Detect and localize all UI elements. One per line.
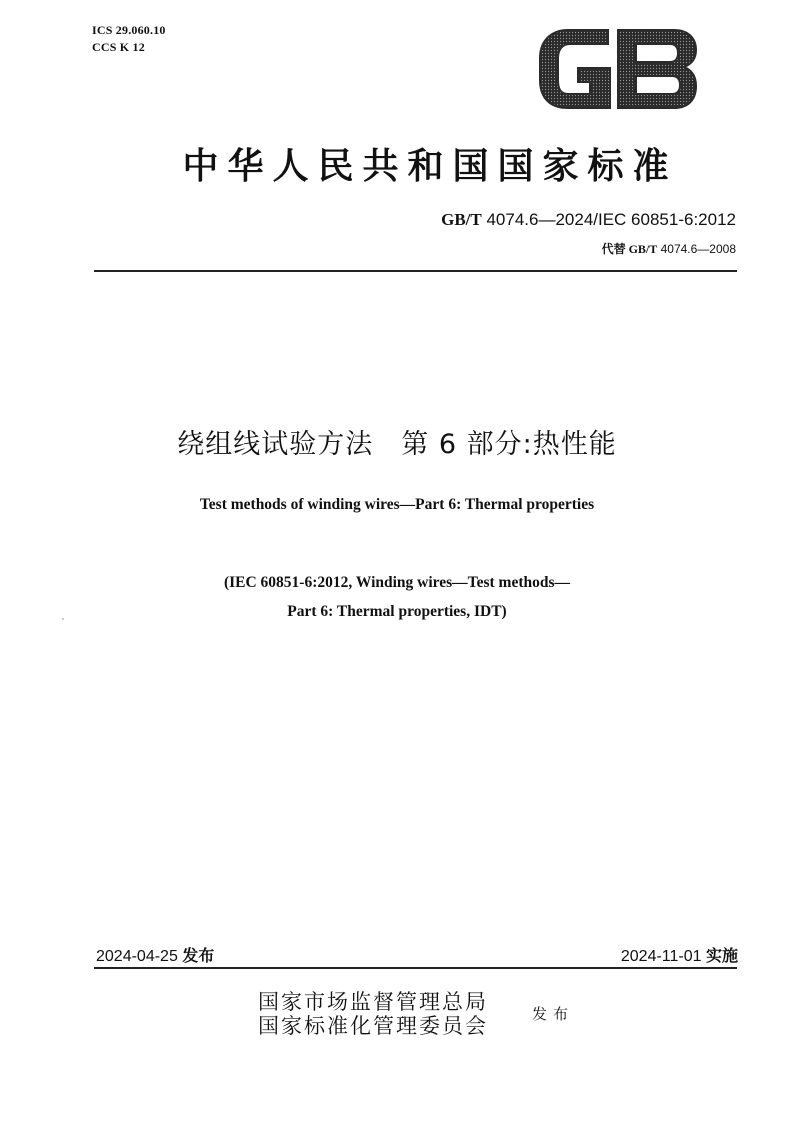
ccs-code: CCS K 12	[92, 40, 145, 54]
publish-label: 发布	[532, 1005, 575, 1023]
country-standard-title: 中华人民共和国国家标准	[182, 146, 678, 187]
header-divider	[94, 270, 737, 272]
iec-reference-line-2: Part 6: Thermal properties, IDT)	[287, 603, 507, 620]
implementation-date-label: 实施	[705, 946, 738, 965]
gb-logo-glyphs	[540, 30, 696, 108]
gb-logo-g	[540, 30, 610, 108]
iec-reference	[0, 568, 794, 626]
ics-code: ICS 29.060.10	[92, 23, 166, 37]
implementation-date	[621, 943, 738, 966]
replaces-prefix: GB/T	[625, 242, 658, 256]
issuing-authorities	[258, 990, 488, 1038]
replaces-label: 代替	[601, 242, 626, 256]
implementation-date-value: 2024-11-01	[620, 948, 702, 965]
chinese-title: 绕组线试验方法 第 6 部分:热性能	[177, 429, 617, 460]
replaces-body: 4074.6—2008	[657, 242, 736, 256]
standard-number-body: 4074.6—2024/IEC 60851-6:2012	[481, 210, 736, 229]
issue-date-label: 发布	[182, 946, 215, 965]
issuer-samr: 国家市场监督管理总局	[258, 990, 488, 1014]
issuer-sac: 国家标准化管理委员会	[258, 1014, 488, 1038]
iec-reference-line-1: (IEC 60851-6:2012, Winding wires—Test methods—	[223, 574, 571, 591]
standard-number	[441, 210, 736, 230]
classification-codes	[92, 22, 166, 56]
gb-logo	[538, 28, 698, 110]
gb-logo-b	[618, 30, 696, 108]
footer-divider	[94, 967, 737, 969]
scan-artifact	[62, 618, 64, 620]
replaces-standard	[602, 240, 736, 257]
issue-date-value: 2024-04-25	[96, 948, 178, 965]
english-title: Test methods of winding wires—Part 6: Thermal properties	[199, 496, 595, 513]
issue-date	[96, 943, 214, 966]
standard-number-prefix: GB/T	[441, 210, 482, 229]
